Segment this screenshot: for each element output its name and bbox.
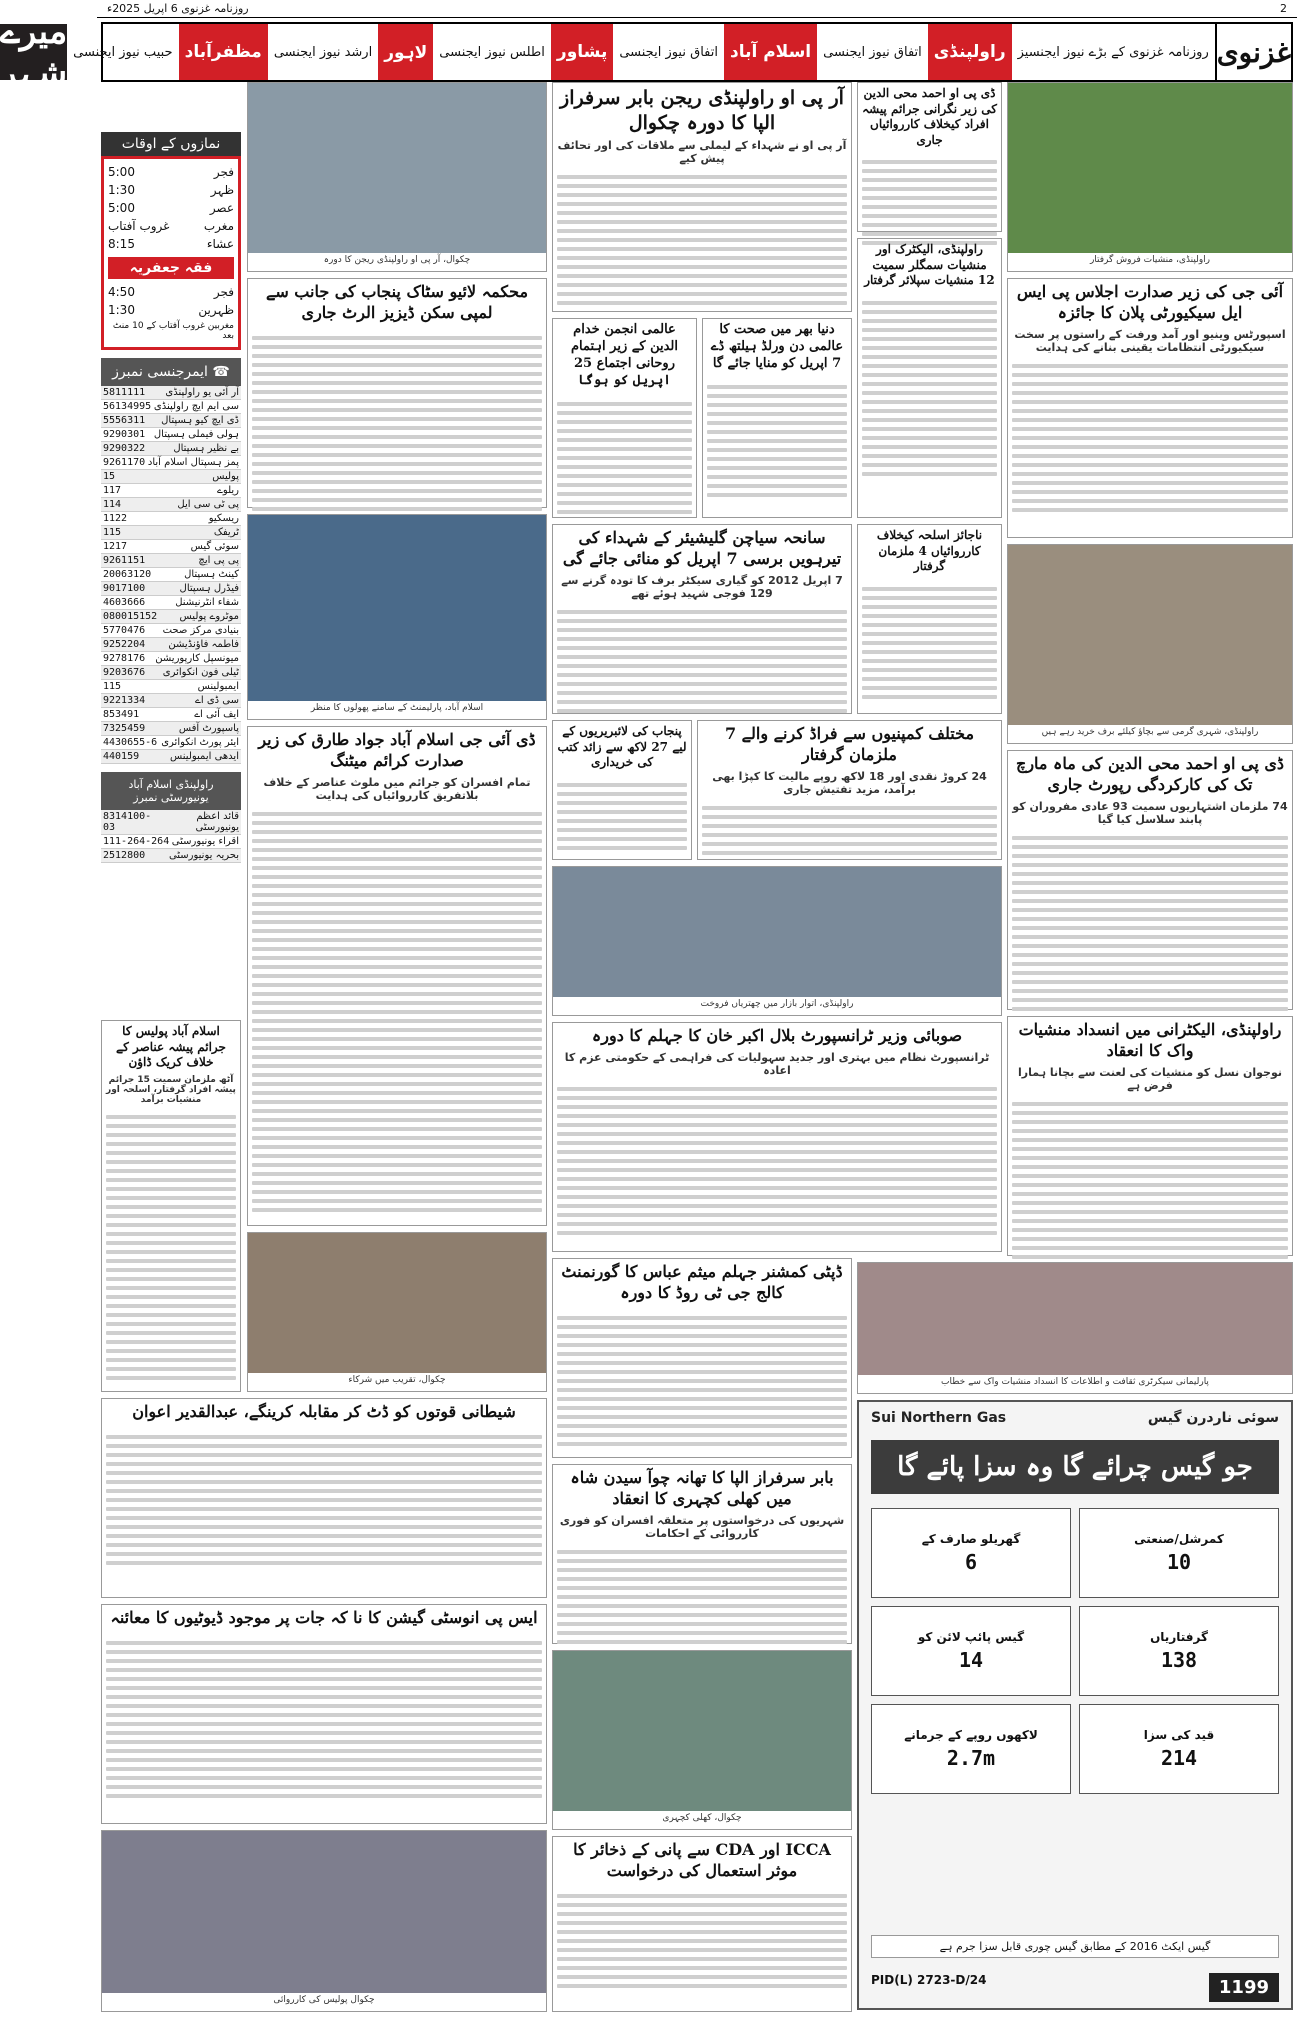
agency-10: حبیب نیوز ایجنسی <box>73 44 173 60</box>
phone-icon: ☎ <box>207 364 230 380</box>
article-body <box>248 803 546 1221</box>
emergency-row: ٹریفک 115 <box>103 527 239 538</box>
headline: پنجاب کی لائبریریوں کے لیے 27 لاکھ سے زائد کتب کی خریداری <box>557 724 687 770</box>
photo <box>1008 83 1292 253</box>
photo <box>102 1831 546 1993</box>
emergency-row: بے نظیر ہسپتال 9290322 <box>103 443 239 454</box>
emergency-row: ریلوے 117 <box>103 485 239 496</box>
ad-brand-en: Sui Northern Gas <box>871 1410 1007 1426</box>
article-body <box>1008 355 1292 521</box>
emergency-row: ایدھی ایمبولینس 440159 <box>103 751 239 762</box>
ad-tile: لاکھوں روپے کے جرمانے 2.7m <box>871 1704 1071 1794</box>
emergency-row: پمز ہسپتال اسلام آباد 9261170 <box>103 457 239 468</box>
article-4 <box>857 82 1002 232</box>
article-0 <box>552 82 852 312</box>
ad-grid <box>859 1500 1291 1802</box>
article-10 <box>247 726 547 1226</box>
photo-block-1 <box>247 82 547 272</box>
photo-block-3 <box>247 514 547 720</box>
agency-3: اسلام آباد <box>724 24 817 80</box>
emergency-row: ایمبولینس 115 <box>103 681 239 692</box>
emergency-row: قائد اعظم یونیورسٹی 8314100-03 <box>103 811 239 833</box>
agency-2: اتفاق نیوز ایجنسی <box>823 44 922 60</box>
article-2 <box>552 318 697 518</box>
agency-0: روزنامہ غزنوی کے بڑے نیوز ایجنسیز <box>1017 44 1209 60</box>
article-19 <box>101 1604 547 1824</box>
emergency-row: اقراء یونیورسٹی 111-264-264 <box>103 836 239 847</box>
photo-caption: اسلام آباد، پارلیمنٹ کے سامنے پھولوں کا منظر <box>310 703 484 713</box>
article-9 <box>697 720 1002 860</box>
article-13 <box>1007 1016 1293 1256</box>
prayer-row: فجر 4:50 <box>108 285 234 299</box>
emergency-row: پی ٹی سی ایل 114 <box>103 499 239 510</box>
agency-8: ارشد نیوز ایجنسی <box>273 44 373 60</box>
article-14 <box>101 1020 241 1392</box>
headline: ICCA اور CDA سے پانی کے ذخائر کا موثر استعمال کی درخواست <box>573 1840 831 1880</box>
photo <box>858 1263 1292 1375</box>
article-body <box>1008 1093 1292 1268</box>
emergency-row: موٹروے پولیس 080015152 <box>103 611 239 622</box>
ad-pid: PID(L) 2723-D/24 <box>871 1973 987 1987</box>
article-17 <box>552 1464 852 1644</box>
photo-caption: چکوال، کھلی کچہری <box>662 1813 742 1823</box>
photo <box>553 1651 851 1811</box>
ad-brand: سوئی ناردرن گیس <box>1147 1410 1279 1426</box>
photo-caption: راولپنڈی، اتوار بازار میں چھتریاں فروخت <box>700 999 854 1009</box>
photo-block-5 <box>552 866 1002 1016</box>
agency-strip <box>67 24 1215 80</box>
university-list <box>101 810 241 863</box>
article-body <box>553 166 851 314</box>
article-body <box>102 1632 546 1807</box>
photo <box>248 83 546 253</box>
photo-caption: راولپنڈی، شہری گرمی سے بچاؤ کیلئے برف خرید رہے ہیں <box>1041 727 1259 737</box>
prayer-title: نمازوں کے اوقات <box>101 132 241 156</box>
article-body <box>703 376 851 506</box>
emergency-row: فاطمہ فاؤنڈیشن 9252204 <box>103 639 239 650</box>
article-body <box>553 1078 1001 1244</box>
article-7 <box>857 524 1002 714</box>
fiqh-title: فقہ جعفریہ <box>108 257 234 279</box>
emergency-row: بحریہ یونیورسٹی 2512800 <box>103 850 239 861</box>
photo <box>1008 545 1292 725</box>
article-body <box>102 1106 240 1389</box>
sngpl-advertisement <box>857 1400 1293 2010</box>
photo-block-2 <box>1007 82 1293 272</box>
article-1 <box>247 278 547 508</box>
subheadline: تمام افسران کو جرائم میں ملوث عناصر کے خلاف بلاتفریق کارروائیاں کی ہدایت <box>263 775 531 802</box>
emergency-row: پی پی ایچ 9261151 <box>103 555 239 566</box>
photo-block-4 <box>1007 544 1293 744</box>
photo-caption: راولپنڈی، منشیات فروش گرفتار <box>1089 255 1211 265</box>
headline: بابر سرفراز الپا کا تھانہ چوآ سیدن شاہ میں کھلی کچہری کا انعقاد <box>570 1468 834 1508</box>
ad-helpline: 1199 <box>1209 1973 1279 2002</box>
article-body <box>858 578 1001 708</box>
headline: ڈی آئی جی اسلام آباد جواد طارق کی زیر صدارت کرائم میٹنگ <box>258 730 536 770</box>
headline: ڈپٹی کمشنر جہلم میثم عباس کا گورنمنٹ کالج جی ٹی روڈ کا دورہ <box>561 1262 843 1302</box>
headline: آر پی او راولپنڈی ریجن بابر سرفراز الپا کا دورہ چکوال <box>560 87 844 134</box>
headline: راولپنڈی، الیکٹرک اور منشیات سمگلر سمیت 12 منشیات سپلائر گرفتار <box>864 242 995 288</box>
agency-1: راولپنڈی <box>928 24 1012 80</box>
article-6 <box>857 238 1002 518</box>
article-8 <box>552 524 852 714</box>
ad-slogan: جو گیس چرائے گا وہ سزا پائے گا <box>871 1440 1279 1494</box>
top-bar <box>97 0 1297 18</box>
subheadline: اسپورٹس وینیو اور آمد ورفت کے راستوں پر سخت سیکیورٹی انتظامات یقینی بنانے کی ہدایت <box>1014 327 1286 354</box>
photo <box>553 867 1001 997</box>
article-body <box>553 1307 851 1455</box>
agency-7: لاہور <box>378 24 433 80</box>
article-body <box>102 1426 546 1574</box>
article-body <box>553 393 696 523</box>
emergency-title: ☎ ایمرجنسی نمبرز <box>101 358 241 386</box>
article-16 <box>552 1258 852 1458</box>
ad-warning: گیس ایکٹ 2016 کے مطابق گیس چوری قابل سزا جرم ہے <box>871 1935 1279 1958</box>
prayer-row: عشاء 8:15 <box>108 237 234 251</box>
section-header <box>0 12 1293 93</box>
section-title: میرے شہر <box>0 12 68 93</box>
photo <box>248 1233 546 1373</box>
ad-tile: گیس پائپ لائن کو 14 <box>871 1606 1071 1696</box>
article-18 <box>101 1398 547 1598</box>
headline: دنیا بھر میں صحت کا عالمی دن ورلڈ ہیلتھ ڈے 7 اپریل کو منایا جائے گا <box>710 322 844 371</box>
subheadline: آر پی او نے شہداء کے لیملی سے ملاقات کی اور تحائف پیش کیے <box>557 139 847 166</box>
prayer-row: ظہرین 1:30 <box>108 303 234 317</box>
subheadline: 24 کروڑ نقدی اور 18 لاکھ روپے مالیت کا کپڑا بھی برآمد، مزید تفتیش جاری <box>712 769 987 796</box>
prayer-box <box>101 156 241 350</box>
photo-caption: چکوال، تقریب میں شرکاء <box>348 1375 446 1385</box>
ad-tile: کمرشل/صنعتی 10 <box>1079 1508 1279 1598</box>
subheadline: 74 ملزمان اشتہاریوں سمیت 93 عادی مفروران کو پابند سلاسل کیا گیا <box>1012 799 1288 826</box>
photo-caption: چکوال، آر پی او راولپنڈی ریجن کا دورہ <box>323 255 471 265</box>
subheadline: آٹھ ملزمان سمیت 15 جرائم پیشہ افراد گرفتار، اسلحہ اور منشیات برآمد <box>106 1074 236 1105</box>
headline: ڈی پی او احمد محی الدین کی ماہ مارچ تک کی کارکردگی رپورٹ جاری <box>1015 754 1284 794</box>
ad-tile: گھریلو صارف کے 6 <box>871 1508 1071 1598</box>
issue-date: روزنامہ غزنوی 6 اپریل 2025ء <box>107 2 249 15</box>
emergency-list <box>101 386 241 764</box>
headline: عالمی انجمن خدام الدین کے زیر اہتمام روحانی اجتماع 25 اپریل کو ہوگا <box>570 322 679 388</box>
emergency-row: فیڈرل ہسپتال 9017100 <box>103 583 239 594</box>
article-11 <box>552 720 692 860</box>
emergency-row: میونسپل کارپوریشن 9278176 <box>103 653 239 664</box>
article-5 <box>1007 278 1293 538</box>
ad-header <box>859 1402 1291 1434</box>
headline: سانحہ سیاچن گلیشیئر کے شہداء کی تیرہویں برسی 7 اپریل کو منائی جائے گی <box>562 528 842 568</box>
headline: اسلام آباد پولیس کا جرائم پیشہ عناصر کے خلاف کریک ڈاؤن <box>116 1024 226 1070</box>
university-title: راولپنڈی اسلام آباد یونیورسٹی نمبرز <box>101 772 241 810</box>
emergency-row: ہولی فیملی ہسپتال 9290301 <box>103 429 239 440</box>
agency-9: مظفرآباد <box>179 24 268 80</box>
prayer-row: فجر 5:00 <box>108 165 234 179</box>
ad-tile: قید کی سزا 214 <box>1079 1704 1279 1794</box>
agency-6: اطلس نیوز ایجنسی <box>439 44 545 60</box>
photo-caption: چکوال پولیس کی کارروائی <box>273 1995 375 2005</box>
article-12 <box>1007 750 1293 1010</box>
subheadline: شہریوں کی درخواستوں پر متعلقہ افسران کو فوری کارروائی کے احکامات <box>559 1513 845 1540</box>
headline: ناجائز اسلحہ کیخلاف کارروائیاں 4 ملزمان گرفتار <box>876 528 983 574</box>
ad-tile: گرفتاریاں 138 <box>1079 1606 1279 1696</box>
emergency-row: سی ایم ایچ راولپنڈی 56134995 <box>103 401 239 412</box>
headline: راولپنڈی، الیکٹرانی میں انسداد منشیات واک کا انعقاد <box>1018 1020 1282 1060</box>
page-number: 2 <box>1280 2 1287 15</box>
emergency-row: سوئی گیس 1217 <box>103 541 239 552</box>
emergency-row: ریسکیو 1122 <box>103 513 239 524</box>
photo-block-8 <box>552 1650 852 1830</box>
agency-5: پشاور <box>551 24 613 80</box>
emergency-row: ٹیلی فون انکوائری 9203676 <box>103 667 239 678</box>
headline: محکمہ لائیو سٹاک پنجاب کی جانب سے لمپی سکن ڈیزیز الرٹ جاری <box>265 282 529 322</box>
headline: شیطانی قوتوں کو ڈٹ کر مقابلہ کرینگے، عبدالقدیر اعوان <box>132 1402 516 1421</box>
emergency-row: ایئر پورٹ انکوائری 4430655-6 <box>103 737 239 748</box>
headline: صوبائی وزیر ٹرانسپورٹ بلال اکبر خان کا جہلم کا دورہ <box>591 1026 963 1045</box>
prayer-row: عصر 5:00 <box>108 201 234 215</box>
prayer-row: مغرب غروب آفتاب <box>108 219 234 233</box>
article-body <box>858 292 1001 485</box>
subheadline: نوجوان نسل کو منشیات کی لعنت سے بچانا ہمارا فرض ہے <box>1017 1065 1283 1092</box>
agency-4: اتفاق نیوز ایجنسی <box>619 44 718 60</box>
emergency-row: شفاء انٹرنیشنل 4603666 <box>103 597 239 608</box>
maghrib-note: مغربین غروب آفتاب کے 10 منٹ بعد <box>112 321 234 341</box>
subheadline: 7 اپریل 2012 کو گیاری سیکٹر برف کا تودہ گرنے سے 129 فوجی شہید ہوئے تھے <box>561 573 843 600</box>
photo-block-6 <box>247 1232 547 1392</box>
article-body <box>248 327 546 520</box>
newspaper-logo: غزنوی <box>1215 24 1291 80</box>
article-body <box>553 1885 851 1997</box>
prayer-row: ظہر 1:30 <box>108 183 234 197</box>
photo <box>248 515 546 701</box>
headline: ڈی پی او احمد محی الدین کی زیر نگرانی جرائم پیشہ افراد کیخلاف کارروائیاں جاری <box>862 86 997 147</box>
ad-footer <box>871 1973 1279 2002</box>
article-body <box>1008 827 1292 1020</box>
emergency-row: بنیادی مرکز صحت 5770476 <box>103 625 239 636</box>
article-20 <box>552 1836 852 2012</box>
headline: مختلف کمپنیوں سے فراڈ کرنے والے 7 ملزمان گرفتار <box>724 724 975 764</box>
photo-block-9 <box>101 1830 547 2012</box>
photo-caption: پارلیمانی سیکرٹری ثقافت و اطلاعات کا انسداد منشیات واک سے خطاب <box>941 1377 1209 1387</box>
article-3 <box>702 318 852 518</box>
article-body <box>553 601 851 722</box>
emergency-row: آر آئی یو راولپنڈی 5811111 <box>103 387 239 398</box>
article-body <box>698 797 1001 864</box>
emergency-row: پاسپورٹ آفس 7325459 <box>103 723 239 734</box>
headline: آئی جی کی زیر صدارت اجلاس پی ایس ایل سیکیورٹی پلان کا جائزہ <box>1016 282 1284 322</box>
emergency-row: ڈی ایچ کیو ہسپتال 5556311 <box>103 415 239 426</box>
article-body <box>553 1541 851 1653</box>
emergency-row: سی ڈی اے 9221334 <box>103 695 239 706</box>
subheadline: ٹرانسپورٹ نظام میں بہتری اور جدید سہولیات کی فراہمی کے حکومتی عزم کا اعادہ <box>564 1050 990 1077</box>
photo-block-7 <box>857 1262 1293 1394</box>
article-15 <box>552 1022 1002 1252</box>
emergency-row: ایف آئی اے 853491 <box>103 709 239 720</box>
headline: ایس پی انوسٹی گیشن کا نا کہ جات پر موجود ڈیوٹیوں کا معائنہ <box>110 1608 538 1627</box>
emergency-row: پولیس 15 <box>103 471 239 482</box>
emergency-row: کینٹ ہسپتال 20063120 <box>103 569 239 580</box>
article-body <box>553 774 691 859</box>
